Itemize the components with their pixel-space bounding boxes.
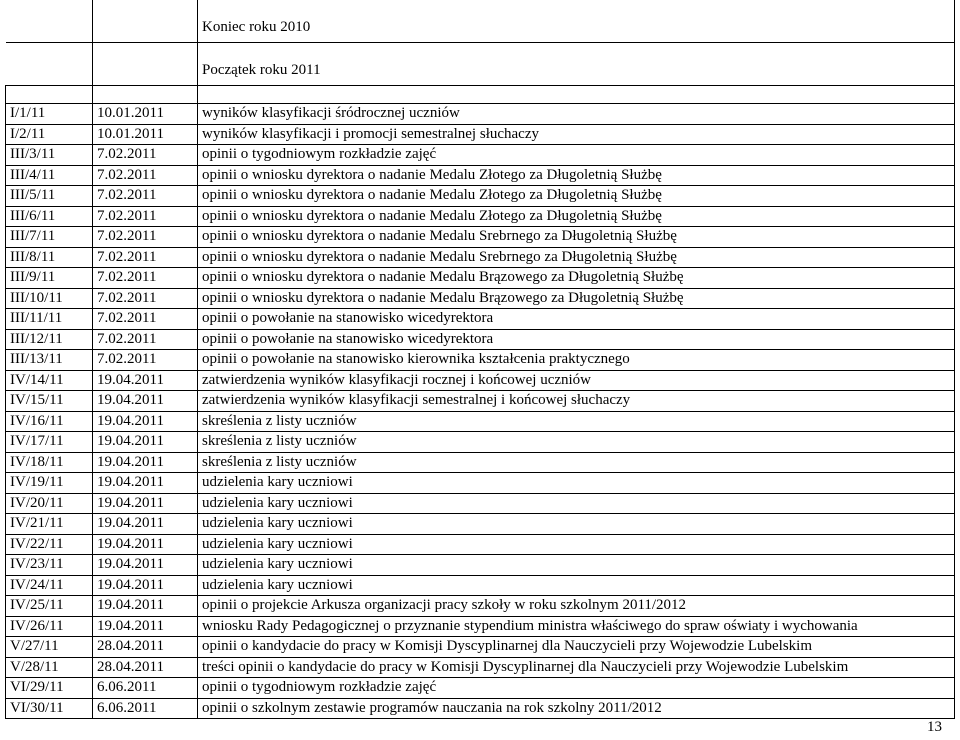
table-row (6, 514, 955, 535)
resolution-date: 7.02.2011 (93, 145, 198, 166)
table-row (6, 657, 955, 678)
resolution-subject: opinii o powołanie na stanowisko kierownika kształcenia praktycznego (198, 350, 955, 371)
resolution-subject: treści opinii o kandydacie do pracy w Komisji Dyscyplinarnej dla Nauczycieli przy Wojewodzie Lubelskim (198, 657, 955, 678)
resolution-number: III/3/11 (6, 145, 93, 166)
resolution-subject: opinii o wniosku dyrektora o nadanie Medalu Brązowego za Długoletnią Służbę (198, 268, 955, 289)
resolution-subject: wyników klasyfikacji i promocji semestralnej słuchaczy (198, 124, 955, 145)
resolution-number: IV/21/11 (6, 514, 93, 535)
table-row (6, 493, 955, 514)
resolution-date: 28.04.2011 (93, 657, 198, 678)
resolution-date: 10.01.2011 (93, 104, 198, 125)
page-number: 13 (927, 719, 942, 735)
resolution-subject: skreślenia z listy uczniów (198, 411, 955, 432)
resolution-date: 19.04.2011 (93, 370, 198, 391)
table-row (6, 350, 955, 371)
resolution-number: III/8/11 (6, 247, 93, 268)
resolution-date: 19.04.2011 (93, 411, 198, 432)
resolution-subject: zatwierdzenia wyników klasyfikacji rocznej i końcowej uczniów (198, 370, 955, 391)
resolution-subject: skreślenia z listy uczniów (198, 452, 955, 473)
resolution-subject: zatwierdzenia wyników klasyfikacji semestralnej i końcowej słuchaczy (198, 391, 955, 412)
resolution-number: IV/25/11 (6, 596, 93, 617)
resolution-number: III/5/11 (6, 186, 93, 207)
table-row (6, 391, 955, 412)
table-row (6, 268, 955, 289)
resolution-date: 19.04.2011 (93, 432, 198, 453)
resolution-number: III/7/11 (6, 227, 93, 248)
table-row (6, 452, 955, 473)
resolution-subject: opinii o wniosku dyrektora o nadanie Medalu Brązowego za Długoletnią Służbę (198, 288, 955, 309)
resolution-date: 10.01.2011 (93, 124, 198, 145)
resolution-number: IV/16/11 (6, 411, 93, 432)
resolution-date: 19.04.2011 (93, 534, 198, 555)
resolution-date: 7.02.2011 (93, 288, 198, 309)
table-row (6, 616, 955, 637)
table-row (6, 309, 955, 330)
resolution-date: 7.02.2011 (93, 309, 198, 330)
resolution-date: 19.04.2011 (93, 452, 198, 473)
resolution-date: 7.02.2011 (93, 165, 198, 186)
resolution-date: 7.02.2011 (93, 329, 198, 350)
table-row (6, 370, 955, 391)
resolution-subject: udzielenia kary uczniowi (198, 534, 955, 555)
resolution-subject: opinii o wniosku dyrektora o nadanie Medalu Złotego za Długoletnią Służbę (198, 186, 955, 207)
table-row (6, 473, 955, 494)
start-of-year-heading: Początek roku 2011 (198, 43, 955, 86)
resolution-subject: udzielenia kary uczniowi (198, 493, 955, 514)
resolution-number: IV/15/11 (6, 391, 93, 412)
table-row (6, 165, 955, 186)
start-of-year-header-row (6, 43, 955, 86)
resolution-number: III/9/11 (6, 268, 93, 289)
resolution-number: V/27/11 (6, 637, 93, 658)
resolutions-table (5, 0, 955, 719)
resolution-number: VI/29/11 (6, 678, 93, 699)
resolution-subject: skreślenia z listy uczniów (198, 432, 955, 453)
resolution-number: III/13/11 (6, 350, 93, 371)
table-row (6, 186, 955, 207)
resolution-subject: opinii o wniosku dyrektora o nadanie Medalu Złotego za Długoletnią Służbę (198, 206, 955, 227)
resolution-date: 7.02.2011 (93, 227, 198, 248)
resolution-number: V/28/11 (6, 657, 93, 678)
table-row (6, 411, 955, 432)
resolution-date: 7.02.2011 (93, 206, 198, 227)
resolution-date: 19.04.2011 (93, 575, 198, 596)
spacer-row (6, 86, 955, 104)
resolution-date: 7.02.2011 (93, 350, 198, 371)
end-of-year-header-row (6, 0, 955, 43)
resolution-date: 7.02.2011 (93, 247, 198, 268)
resolution-number: I/1/11 (6, 104, 93, 125)
resolution-subject: wyników klasyfikacji śródrocznej uczniów (198, 104, 955, 125)
resolution-number: III/4/11 (6, 165, 93, 186)
resolution-number: IV/18/11 (6, 452, 93, 473)
resolution-date: 19.04.2011 (93, 555, 198, 576)
resolution-number: III/11/11 (6, 309, 93, 330)
resolution-date: 19.04.2011 (93, 391, 198, 412)
resolution-date: 19.04.2011 (93, 596, 198, 617)
resolution-subject: opinii o szkolnym zestawie programów nauczania na rok szkolny 2011/2012 (198, 698, 955, 719)
resolution-number: IV/20/11 (6, 493, 93, 514)
resolution-subject: opinii o tygodniowym rozkładzie zajęć (198, 145, 955, 166)
resolution-date: 19.04.2011 (93, 473, 198, 494)
resolution-subject: opinii o powołanie na stanowisko wicedyrektora (198, 329, 955, 350)
resolution-number: III/6/11 (6, 206, 93, 227)
table-row (6, 678, 955, 699)
resolution-date: 7.02.2011 (93, 268, 198, 289)
resolution-number: III/10/11 (6, 288, 93, 309)
resolution-subject: wniosku Rady Pedagogicznej o przyznanie stypendium ministra właściwego do spraw oświaty i wychowania (198, 616, 955, 637)
table-row (6, 534, 955, 555)
table-row (6, 555, 955, 576)
resolution-date: 7.02.2011 (93, 186, 198, 207)
resolution-subject: udzielenia kary uczniowi (198, 575, 955, 596)
table-row (6, 575, 955, 596)
resolution-subject: opinii o kandydacie do pracy w Komisji Dyscyplinarnej dla Nauczycieli przy Wojewodzie Lubelskim (198, 637, 955, 658)
resolution-subject: opinii o wniosku dyrektora o nadanie Medalu Srebrnego za Długoletnią Służbę (198, 227, 955, 248)
resolution-subject: opinii o powołanie na stanowisko wicedyrektora (198, 309, 955, 330)
resolution-number: III/12/11 (6, 329, 93, 350)
resolution-subject: opinii o tygodniowym rozkładzie zajęć (198, 678, 955, 699)
resolution-number: VI/30/11 (6, 698, 93, 719)
table-row (6, 227, 955, 248)
table-row (6, 329, 955, 350)
table-row (6, 637, 955, 658)
resolution-date: 28.04.2011 (93, 637, 198, 658)
table-row (6, 432, 955, 453)
resolution-number: IV/17/11 (6, 432, 93, 453)
table-row (6, 145, 955, 166)
resolution-date: 19.04.2011 (93, 493, 198, 514)
table-row (6, 247, 955, 268)
resolution-number: IV/23/11 (6, 555, 93, 576)
end-of-year-heading: Koniec roku 2010 (198, 0, 955, 43)
table-row (6, 206, 955, 227)
resolution-number: IV/22/11 (6, 534, 93, 555)
resolution-subject: udzielenia kary uczniowi (198, 555, 955, 576)
table-row (6, 596, 955, 617)
resolution-date: 19.04.2011 (93, 616, 198, 637)
resolution-subject: opinii o wniosku dyrektora o nadanie Medalu Srebrnego za Długoletnią Służbę (198, 247, 955, 268)
table-row (6, 698, 955, 719)
resolution-date: 6.06.2011 (93, 698, 198, 719)
resolution-number: IV/26/11 (6, 616, 93, 637)
resolution-subject: opinii o projekcie Arkusza organizacji pracy szkoły w roku szkolnym 2011/2012 (198, 596, 955, 617)
table-row (6, 124, 955, 145)
table-row (6, 288, 955, 309)
resolution-subject: udzielenia kary uczniowi (198, 514, 955, 535)
resolution-number: I/2/11 (6, 124, 93, 145)
resolution-date: 6.06.2011 (93, 678, 198, 699)
resolution-number: IV/19/11 (6, 473, 93, 494)
resolution-subject: udzielenia kary uczniowi (198, 473, 955, 494)
resolution-date: 19.04.2011 (93, 514, 198, 535)
resolution-subject: opinii o wniosku dyrektora o nadanie Medalu Złotego za Długoletnią Służbę (198, 165, 955, 186)
table-row (6, 104, 955, 125)
resolution-number: IV/14/11 (6, 370, 93, 391)
resolution-number: IV/24/11 (6, 575, 93, 596)
